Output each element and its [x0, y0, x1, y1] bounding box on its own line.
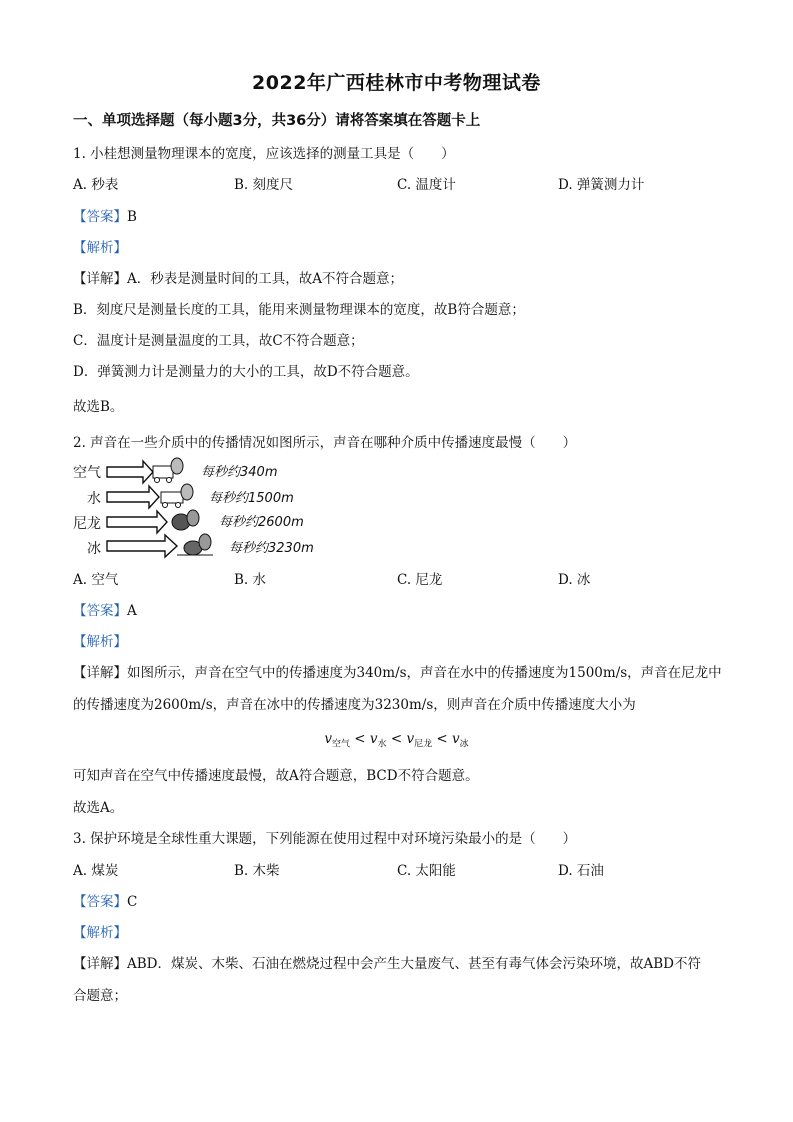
formula-v: v [452, 731, 460, 747]
q3-option-a: A. 煤炭 [73, 863, 119, 879]
answer-tag: 【答案】 [73, 894, 127, 910]
q3-stem: 3. 保护环境是全球性重大课题，下列能源在使用过程中对环境污染最小的是（ ） [73, 831, 577, 847]
q2-analysis-tag: 【解析】 [73, 634, 127, 650]
formula-v: v [369, 731, 378, 747]
q2-detail-line-2: 的传播速度为2600m/s，声音在冰中的传播速度为3230m/s，则声音在介质中传播速度大小为 [73, 697, 636, 713]
cart-character-icon [161, 484, 193, 508]
formula-sub: 冰 [459, 739, 469, 750]
medium-label-nylon: 尼龙 [73, 516, 101, 532]
speed-label-ice: 每秒约3230m [229, 541, 314, 556]
section-heading: 一、单项选择题（每小题3分，共36分）请将答案填在答题卡上 [73, 113, 481, 129]
q1-conclusion: 故选B。 [73, 399, 124, 415]
detail-tag: 【详解】 [73, 956, 127, 972]
medium-label-ice: 冰 [87, 541, 101, 557]
q1-detail-line-1 [73, 267, 403, 287]
formula-sub: 水 [377, 739, 387, 750]
arrow-icon [107, 461, 153, 483]
cart-character-icon [153, 458, 183, 483]
q1-detail-line-2: B．刻度尺是测量长度的工具，能用来测量物理课本的宽度，故B符合题意； [73, 302, 525, 318]
q1-detail-line-4: D．弹簧测力计是测量力的大小的工具，故D不符合题意。 [73, 364, 419, 380]
formula-sub: 尼龙 [414, 739, 433, 750]
arrow-icon [107, 535, 177, 557]
q2-stem: 2. 声音在一些介质中的传播情况如图所示，声音在哪种介质中传播速度最慢（ ） [73, 435, 577, 451]
q1-answer [73, 205, 137, 225]
q3-option-b: B. 木柴 [234, 863, 280, 879]
q1-analysis-tag: 【解析】 [73, 240, 127, 256]
q3-detail-line-1 [73, 952, 701, 972]
formula-sub: 空气 [331, 739, 350, 750]
q2-option-c: C. 尼龙 [397, 572, 443, 588]
q2-answer [73, 599, 137, 619]
speed-label-nylon: 每秒约2600m [219, 515, 304, 530]
answer-value: C [127, 894, 138, 910]
speed-formula [0, 731, 793, 750]
q1-option-c: C. 温度计 [397, 177, 456, 193]
q1-detail-line-3: C．温度计是测量温度的工具，故C不符合题意； [73, 333, 364, 349]
q1-option-d: D. 弹簧测力计 [558, 177, 645, 193]
formula-op: < [436, 731, 448, 747]
q2-conclusion: 故选A。 [73, 800, 124, 816]
q2-detail-line-3: 可知声音在空气中传播速度最慢，故A符合题意，BCD不符合题意。 [73, 768, 479, 784]
speed-label-air: 每秒约340m [201, 465, 278, 480]
detail-tag: 【详解】 [73, 271, 127, 287]
character-icon [177, 534, 213, 555]
q2-option-d: D. 冰 [558, 572, 591, 588]
q3-option-c: C. 太阳能 [397, 863, 456, 879]
q3-detail-line-2: 合题意； [73, 988, 127, 1004]
detail-tag: 【详解】 [73, 665, 127, 681]
detail-text: 如图所示，声音在空气中的传播速度为340m/s，声音在水中的传播速度为1500m/s，声音在尼龙中 [127, 665, 722, 681]
q2-option-a: A. 空气 [73, 572, 119, 588]
sound-speed-figure [73, 456, 373, 560]
q1-option-a: A. 秒表 [73, 177, 119, 193]
q1-option-b: B. 刻度尺 [234, 177, 294, 193]
answer-tag: 【答案】 [73, 603, 127, 619]
q2-option-b: B. 水 [234, 572, 267, 588]
medium-label-air: 空气 [73, 465, 101, 481]
detail-text: ABD．煤炭、木柴、石油在燃烧过程中会产生大量废气、甚至有毒气体会污染环境，故ABD不符 [127, 956, 701, 972]
q3-option-d: D. 石油 [558, 863, 604, 879]
arrow-icon [107, 511, 167, 533]
page-title: 2022年广西桂林市中考物理试卷 [252, 72, 541, 94]
q3-analysis-tag: 【解析】 [73, 925, 127, 941]
formula-v: v [324, 731, 332, 747]
answer-value: B [127, 209, 137, 225]
arrow-icon [107, 486, 159, 508]
answer-value: A [127, 603, 137, 619]
q2-detail-line-1 [73, 661, 722, 681]
q1-stem: 1. 小桂想测量物理课本的宽度，应该选择的测量工具是（ ） [73, 146, 455, 162]
answer-tag: 【答案】 [73, 209, 127, 225]
character-icon [172, 510, 199, 530]
speed-label-water: 每秒约1500m [209, 491, 294, 506]
formula-op: < [354, 731, 366, 747]
formula-op: < [390, 731, 403, 747]
q3-answer [73, 890, 137, 910]
medium-label-water: 水 [87, 491, 101, 507]
detail-text: A．秒表是测量时间的工具，故A不符合题意； [127, 271, 403, 287]
formula-v: v [406, 731, 415, 747]
